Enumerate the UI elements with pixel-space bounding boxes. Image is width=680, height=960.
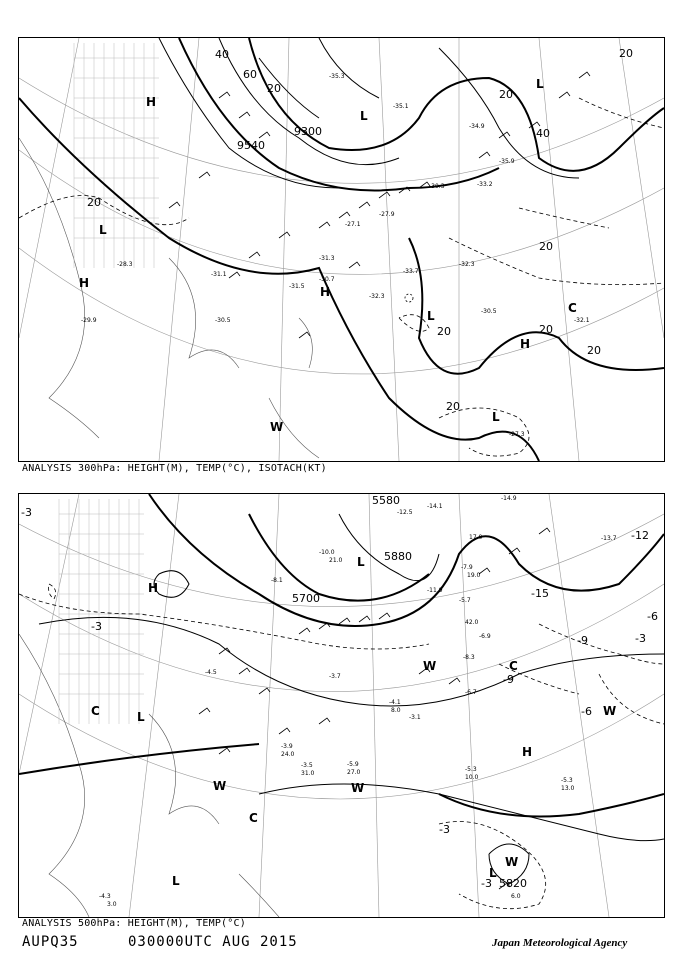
isotherm-label: -3	[481, 877, 492, 890]
svg-text:-12.5: -12.5	[397, 509, 413, 516]
height-contours	[19, 494, 664, 817]
station-temperatures	[81, 73, 590, 438]
product-code: AUPQ35	[22, 934, 79, 950]
pressure-center-high: H	[522, 745, 533, 759]
pressure-center-low: L	[492, 410, 500, 424]
pressure-center-low: L	[137, 710, 145, 724]
pressure-center-high: H	[520, 337, 531, 351]
isotach-label: 20	[267, 82, 281, 95]
height-contours	[19, 38, 664, 461]
isotach-label: 20	[587, 344, 601, 357]
svg-text:3.0: 3.0	[107, 901, 117, 908]
pressure-center-cold: C	[91, 704, 100, 718]
svg-text:13.0: 13.0	[561, 785, 575, 792]
svg-text:-14.9: -14.9	[501, 495, 517, 502]
height-label: 9300	[294, 125, 322, 138]
svg-text:-30.7: -30.7	[319, 276, 335, 283]
pressure-center-low: L	[360, 109, 368, 123]
svg-text:-6.7: -6.7	[465, 689, 477, 696]
svg-text:27.0: 27.0	[347, 769, 361, 776]
svg-text:-29.9: -29.9	[81, 317, 97, 324]
svg-text:-27.1: -27.1	[345, 221, 361, 228]
svg-text:-32.3: -32.3	[369, 293, 385, 300]
graticule	[19, 38, 664, 461]
isotherm-label: -3	[91, 620, 102, 633]
svg-text:-30.5: -30.5	[481, 308, 497, 315]
hatched-region	[59, 499, 144, 724]
pressure-center-high: H	[148, 581, 159, 595]
svg-text:-33.2: -33.2	[477, 181, 493, 188]
svg-text:21.0: 21.0	[329, 557, 343, 564]
svg-text:-3.5: -3.5	[301, 762, 313, 769]
isotach-label: 20	[437, 325, 451, 338]
pressure-center-cold: C	[509, 659, 518, 673]
svg-text:-3.9: -3.9	[281, 743, 293, 750]
height-label: 5820	[499, 877, 527, 890]
analysis-300hpa-map	[18, 37, 665, 462]
pressure-center-high: H	[79, 276, 90, 290]
svg-text:-31.3: -31.3	[319, 255, 335, 262]
svg-text:-8.3: -8.3	[463, 654, 475, 661]
svg-text:-3.1: -3.1	[409, 714, 421, 721]
pressure-center-low: L	[536, 77, 544, 91]
isotach-label: 20	[539, 323, 553, 336]
pressure-center-warm: W	[505, 855, 519, 869]
svg-text:-5.3: -5.3	[561, 777, 573, 784]
valid-time: 030000UTC AUG 2015	[128, 934, 298, 950]
secondary-contours	[39, 514, 664, 884]
coastline	[19, 634, 279, 917]
isotherm-label: -9	[577, 634, 588, 647]
svg-text:-34.9: -34.9	[469, 123, 485, 130]
svg-text:-10.0: -10.0	[319, 549, 335, 556]
svg-text:-35.9: -35.9	[499, 158, 515, 165]
svg-text:-14.1: -14.1	[427, 503, 443, 510]
pressure-center-warm: W	[351, 781, 365, 795]
svg-text:-5.3: -5.3	[465, 766, 477, 773]
svg-text:-4.3: -4.3	[99, 893, 111, 900]
isotach-label: 20	[87, 196, 101, 209]
isotherm-label: -9	[503, 673, 514, 686]
caption-500hpa: ANALYSIS 500hPa: HEIGHT(M), TEMP(°C)	[22, 918, 246, 929]
svg-text:-30.5: -30.5	[215, 317, 231, 324]
svg-text:-30.3: -30.3	[429, 183, 445, 190]
svg-text:-32.3: -32.3	[459, 261, 475, 268]
isotach-label: 20	[539, 240, 553, 253]
pressure-center-cold: C	[568, 301, 577, 315]
pressure-center-low: L	[357, 555, 365, 569]
isotherms	[19, 98, 664, 456]
pressure-center-low: L	[489, 866, 497, 880]
height-label: 5880	[384, 550, 412, 563]
isotherm-label: -3	[635, 632, 646, 645]
pressure-center-warm: W	[423, 659, 437, 673]
svg-text:-35.3: -35.3	[329, 73, 345, 80]
svg-text:-33.7: -33.7	[403, 268, 419, 275]
svg-text:-13.7: -13.7	[601, 535, 617, 542]
isotherm-label: -15	[531, 587, 549, 600]
caption-300hpa: ANALYSIS 300hPa: HEIGHT(M), TEMP(°C), ISOTACH(KT)	[22, 463, 327, 474]
wind-barbs	[199, 528, 550, 889]
height-label: 9540	[237, 139, 265, 152]
isotherm-label: -6	[581, 705, 592, 718]
agency-name: Japan Meteorological Agency	[492, 937, 628, 949]
coastline	[19, 138, 319, 458]
height-label: 5580	[372, 494, 400, 507]
dewpoint-values	[107, 534, 575, 908]
isotach-label: 20	[499, 88, 513, 101]
svg-text:-32.1: -32.1	[574, 317, 590, 324]
svg-text:-31.1: -31.1	[211, 271, 227, 278]
isotach-label: 60	[243, 68, 257, 81]
svg-text:-4.5: -4.5	[205, 669, 217, 676]
pressure-center-warm: W	[213, 779, 227, 793]
pressure-center-high: H	[146, 95, 157, 109]
map-300hpa-svg	[19, 38, 664, 461]
pressure-center-warm: W	[603, 704, 617, 718]
svg-text:-28.3: -28.3	[117, 261, 133, 268]
svg-text:-4.1: -4.1	[389, 699, 401, 706]
pole-marker	[405, 294, 413, 302]
pressure-center-cold: C	[249, 811, 258, 825]
pressure-center-warm: W	[270, 420, 284, 434]
svg-text:-5.9: -5.9	[347, 761, 359, 768]
isotherms	[19, 584, 664, 909]
svg-text:-27.9: -27.9	[379, 211, 395, 218]
svg-text:-3.7: -3.7	[329, 673, 341, 680]
svg-text:-7.9: -7.9	[461, 564, 473, 571]
svg-text:42.0: 42.0	[465, 619, 479, 626]
svg-text:-6.9: -6.9	[479, 633, 491, 640]
svg-text:-11.9: -11.9	[427, 587, 443, 594]
svg-text:8.0: 8.0	[391, 707, 401, 714]
svg-text:19.0: 19.0	[467, 572, 481, 579]
analysis-500hpa-map	[18, 493, 665, 918]
svg-text:24.0: 24.0	[281, 751, 295, 758]
isotherm-label: -3	[439, 823, 450, 836]
isotach-label: 20	[619, 47, 633, 60]
pressure-center-low: L	[427, 309, 435, 323]
svg-text:-8.1: -8.1	[271, 577, 283, 584]
svg-text:-5.7: -5.7	[459, 597, 471, 604]
svg-text:-35.1: -35.1	[393, 103, 409, 110]
svg-text:31.0: 31.0	[301, 770, 315, 777]
height-label: 5700	[292, 592, 320, 605]
svg-text:6.0: 6.0	[511, 893, 521, 900]
map-500hpa-svg	[19, 494, 664, 917]
svg-text:-31.5: -31.5	[289, 283, 305, 290]
isotherm-label: -3	[21, 506, 32, 519]
isotach-label: 20	[446, 400, 460, 413]
isotherm-label: -12	[631, 529, 649, 542]
hatched-region	[74, 43, 159, 268]
pressure-center-low: L	[172, 874, 180, 888]
svg-text:-27.3: -27.3	[509, 431, 525, 438]
svg-text:17.0: 17.0	[469, 534, 483, 541]
isotach-label: 40	[215, 48, 229, 61]
pressure-center-low: L	[99, 223, 107, 237]
pressure-center-high: H	[320, 285, 331, 299]
isotach-label: 40	[536, 127, 550, 140]
isotherm-label: -6	[647, 610, 658, 623]
svg-text:10.0: 10.0	[465, 774, 479, 781]
